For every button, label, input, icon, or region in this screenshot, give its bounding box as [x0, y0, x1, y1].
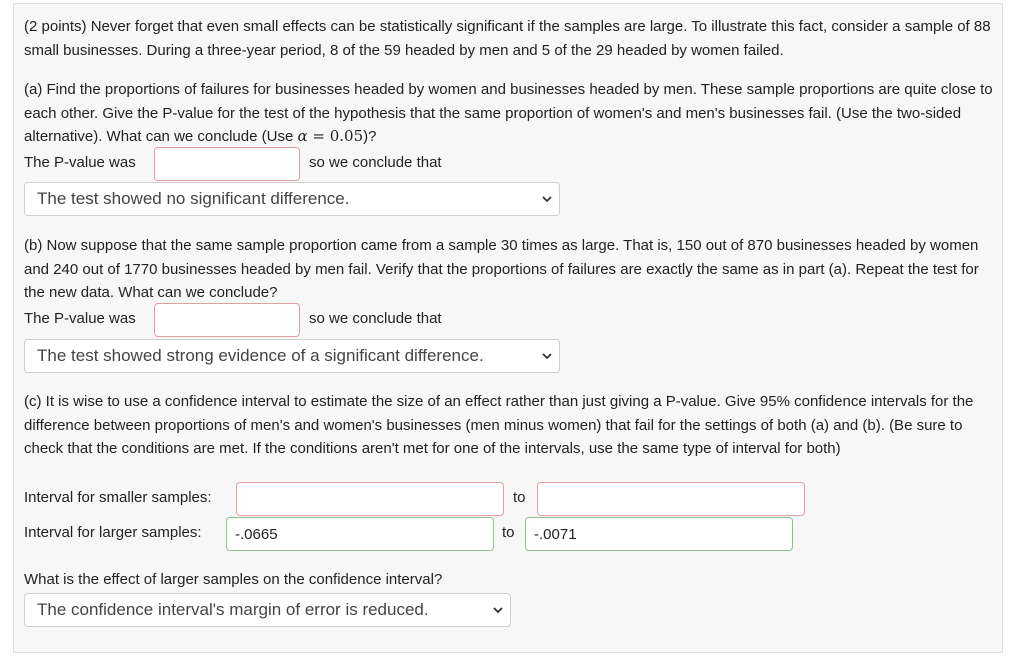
- intro-text: (2 points) Never forget that even small effects can be statistically significant if the samples are large. To illustrate this fact, consider a sample of 88 small businesses. During a three-year period, 8 of the 59 headed by men and 5 of the 29 headed by women failed.: [24, 18, 991, 59]
- part-b-conclusion-value: The test showed strong evidence of a significant difference.: [37, 346, 484, 365]
- part-b-pvalue-label: The P-value was: [24, 310, 136, 327]
- part-a-conclude-label: so we conclude that: [309, 154, 442, 171]
- effect-conclusion-select[interactable]: [24, 593, 511, 627]
- large-interval-low-input[interactable]: [226, 517, 494, 551]
- small-interval-label: Interval for smaller samples:: [24, 489, 212, 506]
- small-interval-high-input[interactable]: [537, 482, 805, 516]
- alpha-expression: α = 0.05: [297, 127, 364, 145]
- chevron-down-icon: [535, 340, 559, 372]
- part-b-pvalue-input[interactable]: [154, 303, 300, 337]
- problem-panel: [13, 3, 1003, 653]
- part-b-conclude-label: so we conclude that: [309, 310, 442, 327]
- part-c-text: (c) It is wise to use a confidence interval to estimate the size of an effect rather than just giving a P-value. Give 95% confidence intervals for the difference between proportions of men's and women's businesses (men minus women) that fail for the settings of both (a) and (b). (Be sure to check that the conditions are met. If the conditions aren't met for one of the intervals, use the same type of interval for both): [24, 393, 974, 457]
- part-a-conclusion-select[interactable]: [24, 182, 560, 216]
- large-interval-high-input[interactable]: [525, 517, 793, 551]
- effect-question: What is the effect of larger samples on the confidence interval?: [24, 571, 443, 588]
- part-a-question: (a) Find the proportions of failures for businesses headed by women and businesses headed by men. These sample proportions are quite close to each other. Give the P-value for the test of the hypothesis that the same proportion of women's and men's businesses fail. (Use the two-sided alternative). What can we conclude (Use: [24, 81, 993, 145]
- part-a-text: (a) Find the proportions of failures for businesses headed by women and businesses headed by men. These sample proportions are quite close to each other. Give the P-value for the test of the hypothesis that the same proportion of women's and men's businesses fail. (Use the two-sided alternative). What can we conclude (Use α = 0.05)?: [24, 81, 993, 145]
- part-a-pvalue-input[interactable]: [154, 147, 300, 181]
- large-interval-label: Interval for larger samples:: [24, 524, 202, 541]
- chevron-down-icon: [535, 183, 559, 215]
- small-interval-low-input[interactable]: [236, 482, 504, 516]
- part-b-text: (b) Now suppose that the same sample proportion came from a sample 30 times as large. That is, 150 out of 870 businesses headed by women and 240 out of 1770 businesses headed by men fail. Verify that the proportions of failures are exactly the same as in part (a). Repeat the test for the new data. What can we conclude?: [24, 237, 979, 301]
- part-a-conclusion-value: The test showed no significant difference.: [37, 189, 350, 208]
- part-a-pvalue-label: The P-value was: [24, 154, 136, 171]
- large-interval-to-label: to: [502, 524, 515, 541]
- effect-conclusion-value: The confidence interval's margin of error is reduced.: [37, 600, 429, 619]
- part-b-conclusion-select[interactable]: [24, 339, 560, 373]
- chevron-down-icon: [486, 594, 510, 626]
- small-interval-to-label: to: [513, 489, 526, 506]
